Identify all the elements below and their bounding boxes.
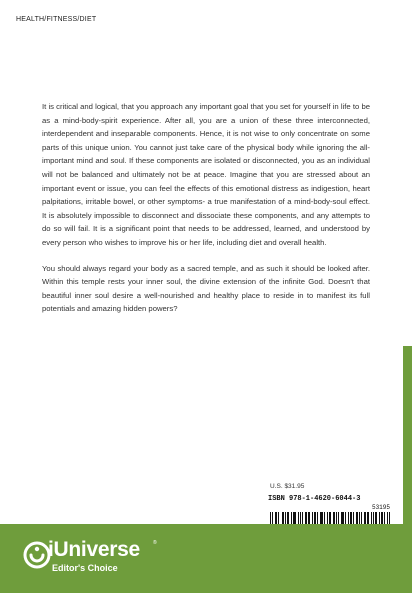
category-label: HEALTH/FITNESS/DIET <box>16 16 97 23</box>
isbn-addon-code: 53195 <box>371 504 390 511</box>
publisher-tagline: Editor's Choice <box>52 563 118 573</box>
isbn-number: ISBN 978-1-4620-6044-3 <box>268 495 361 503</box>
cover-blurb <box>42 100 370 328</box>
publisher-logo <box>22 538 172 578</box>
green-side-stripe <box>403 346 412 524</box>
price-label: U.S. $31.95 <box>270 483 305 490</box>
trademark-symbol: ® <box>153 540 157 546</box>
publisher-footer <box>0 524 412 593</box>
blurb-paragraph: You should always regard your body as a sacred temple, and as such it should be looked after. Within this temple rests your inner soul, the divine extension of the infinite God. Doesn't that beautiful inner soul desire a well-nourished and healthy place to reside in to manifest its full potentials and amazing hidden powers? <box>42 263 370 314</box>
blurb-paragraph: It is critical and logical, that you approach any important goal that you set for yourself in life to be as a mind-body-spirit experience. After all, you are a union of these three interconnected, interdependent and inseparable components. Hence, it is not wise to only concentrate on some parts of this unique union. You cannot just take care of the physical body while ignoring the all-important mind and soul. If these components are isolated or disconnected, you as an individual will not be balanced and ultimately not be at peace. Imagine that you are stressed about an important event or issue, you can feel the effects of this emotional distress as indigestion, heart palpitations, irritable bowel, or other symptoms- a true manifestation of a mind-body-soul effect. It is absolutely impossible to disconnect and dissociate these components, and any attempts to do so will fail. It is a significant point that needs to be addressed, learned, and understood by every person who wishes to improve his or her life, including diet and overall health. <box>42 102 370 247</box>
publisher-name: iUniverse <box>48 538 140 561</box>
